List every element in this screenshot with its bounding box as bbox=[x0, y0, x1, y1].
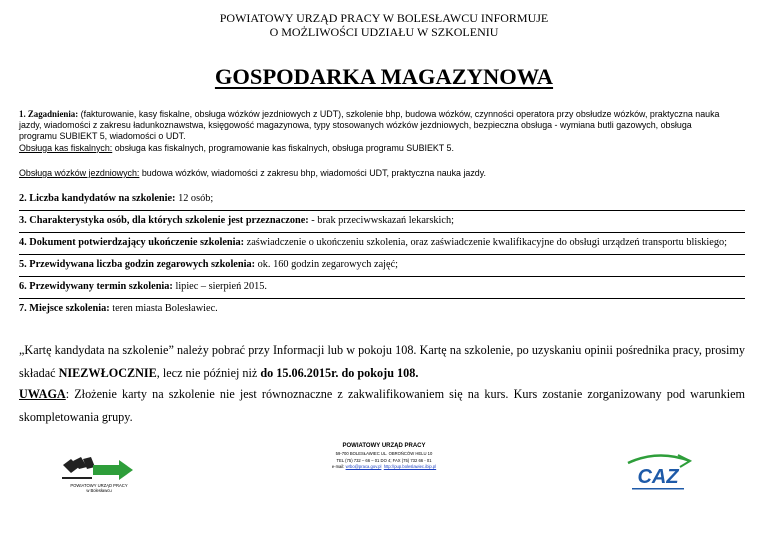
email-link[interactable]: wrbo@praca.gov.pl bbox=[345, 464, 382, 469]
wozki-label: Obsługa wózków jezdniowych: bbox=[19, 168, 140, 178]
kasy-text: obsługa kas fiskalnych, programowanie kas fiskalnych, obsługa programu SUBIEKT 5. bbox=[114, 142, 454, 153]
paragraph-notice: UWAGA: Złożenie karty na szkolenie nie jest równoznaczne z zakwalifikowaniem się na kurs. Kurs zostanie zorganizowany pod warunkiem skompletowania grupy. bbox=[19, 387, 745, 424]
pup-logo-text: POWIATOWY URZĄD PRACY w Bolesławcu bbox=[70, 483, 128, 493]
notice-label: UWAGA bbox=[19, 387, 66, 401]
caz-logo-icon bbox=[618, 447, 698, 497]
list-item-hours: 5. Przewidywana liczba godzin zegarowych szkolenia: ok. 160 godzin zegarowych zajęć; bbox=[19, 255, 745, 277]
header-line-1: POWIATOWY URZĄD PRACY W BOLESŁAWCU INFORMUJE bbox=[219, 11, 549, 25]
paragraph-application: „Kartę kandydata na szkolenie” należy pobrać przy Informacji lub w pokoju 108. Kartę na szkolenie, po uzyskaniu opinii pośrednika pracy, prosimy składać NIEZWŁOCZNIE, lecz nie później niż do 15.06.2015r. do pokoju 108. bbox=[19, 343, 745, 380]
header bbox=[0, 11, 768, 39]
topics-text: (fakturowanie, kasy fiskalne, obsługa wózków jezdniowych z UDT), szkolenie bhp, budowa wózków, czynności operatora przy obsłudze wózków, praktyczna nauka jazdy, wiadomości z zakresu ładunkoznawstwa, księgowość magazynowa, typy stosowanych wózków jezdniowych, bezpieczna obsługa - wymiana butli gazowych, obsługa programu SUBIEKT 5, wiadomości o UDT. bbox=[19, 109, 720, 142]
list-item-characteristics: 3. Charakterystyka osób, dla których szkolenie jest przeznaczone: - brak przeciwwskazań lekarskich; bbox=[19, 211, 745, 233]
footer-title: POWIATOWY URZĄD PRACY bbox=[342, 443, 426, 449]
caz-logo bbox=[618, 447, 698, 497]
list-item-place: 7. Miejsce szkolenia: teren miasta Bolesławiec. bbox=[19, 303, 218, 314]
kasy-label: Obsługa kas fiskalnych: bbox=[19, 142, 113, 153]
list-item-term: 6. Przewidywany termin szkolenia: lipiec – sierpień 2015. bbox=[19, 277, 745, 299]
svg-text:CAZ: CAZ bbox=[637, 466, 679, 488]
section-wozki bbox=[19, 168, 731, 179]
wozki-text: budowa wózków, wiadomości z zakresu bhp, wiadomości UDT, praktyczna nauka jazdy. bbox=[141, 168, 486, 178]
footer-address: 59-700 BOLESŁAWIEC UL. OBROŃCÓW HELU 10 bbox=[335, 451, 433, 456]
info-list bbox=[19, 189, 745, 320]
page-title: GOSPODARKA MAGAZYNOWA bbox=[214, 64, 554, 89]
list-item-document: 4. Dokument potwierdzający ukończenie szkolenia: zaświadczenie o ukończeniu szkolenia, oraz zaświadczenie kwalifikacyjne do obsługi urządzeń transportu bliskiego; bbox=[19, 233, 745, 255]
topics-label: 1. Zagadnienia: bbox=[19, 109, 79, 119]
list-item-candidates: 2. Liczba kandydatów na szkolenie: 12 osób; bbox=[19, 189, 745, 211]
footer-contact: e-mail: wrbo@praca.gov.pl http://pup.boleslawiec.ibip.pl bbox=[331, 464, 437, 469]
section-topics bbox=[19, 109, 731, 154]
footer-phones: TEL (75) 732 – 66 – 01 DO 4; FAX (75) 732 66 - 01 bbox=[336, 457, 432, 463]
bip-link[interactable]: http://pup.boleslawiec.ibip.pl bbox=[383, 464, 437, 469]
header-line-2: O MOŻLIWOŚCI UDZIAŁU W SZKOLENIU bbox=[269, 25, 499, 39]
